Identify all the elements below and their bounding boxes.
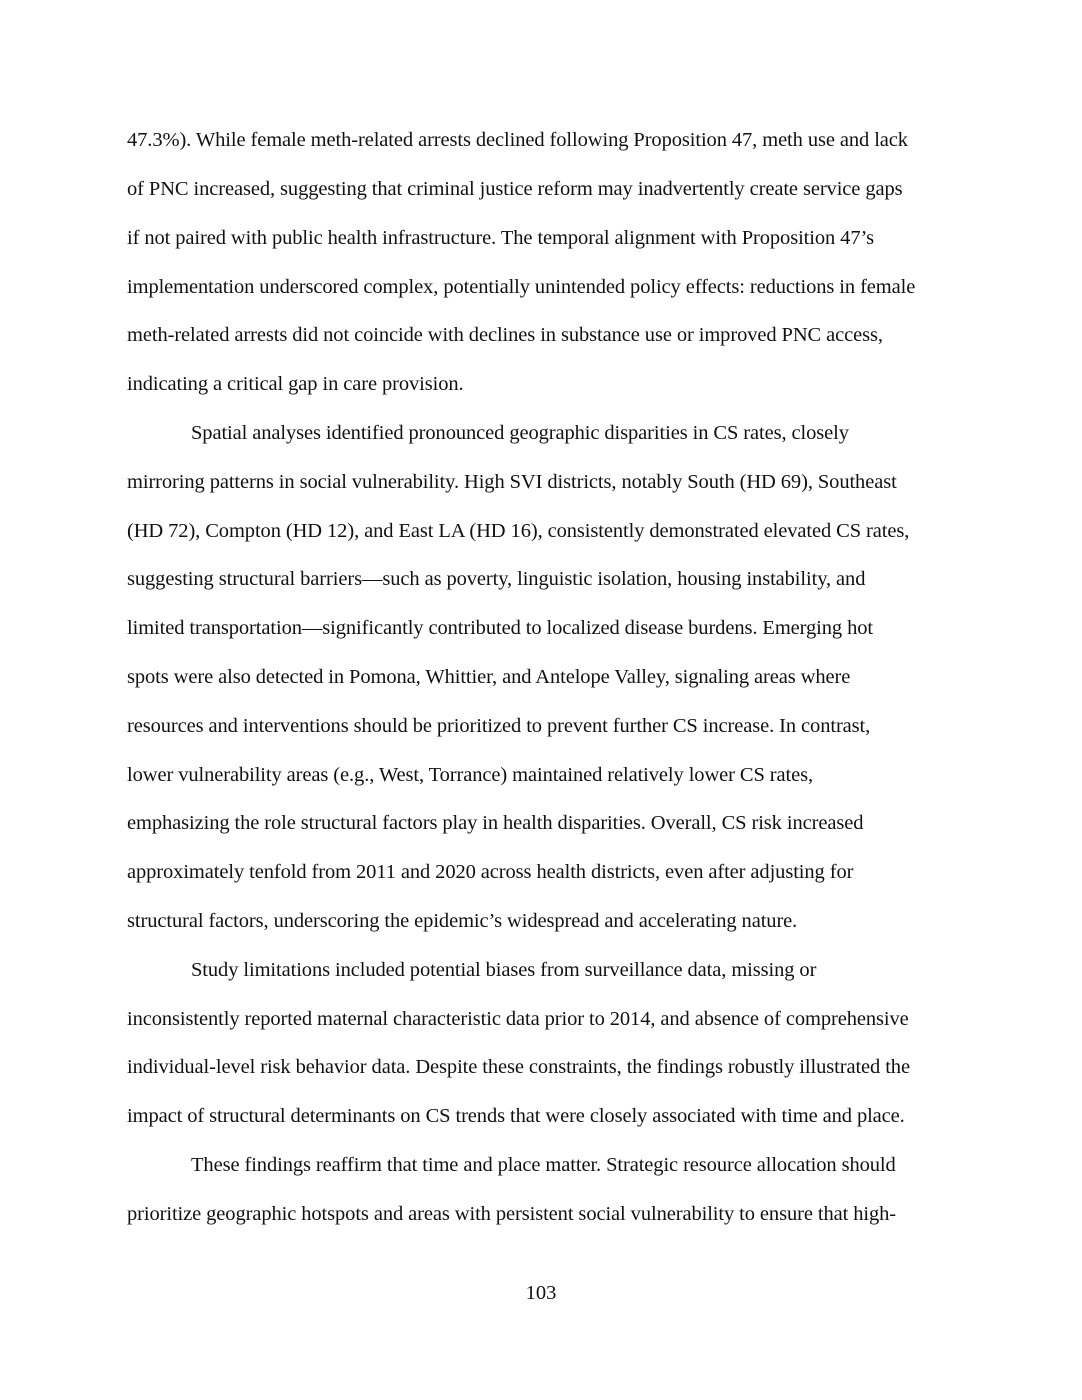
text-line: structural factors, underscoring the epidemic’s widespread and accelerating nature. [127,910,798,932]
text-line: meth-related arrests did not coincide with declines in substance use or improved PNC access, [127,324,883,346]
paragraph-first-line: Spatial analyses identified pronounced geographic disparities in CS rates, closely [191,422,849,444]
text-line: indicating a critical gap in care provision. [127,373,464,395]
text-line: individual-level risk behavior data. Despite these constraints, the findings robustly illustrated the [127,1056,910,1078]
text-line: inconsistently reported maternal characteristic data prior to 2014, and absence of comprehensive [127,1008,909,1030]
text-line: prioritize geographic hotspots and areas with persistent social vulnerability to ensure that high- [127,1203,896,1225]
text-line: emphasizing the role structural factors play in health disparities. Overall, CS risk increased [127,812,864,834]
text-line: mirroring patterns in social vulnerability. High SVI districts, notably South (HD 69), Southeast [127,471,897,493]
text-line: (HD 72), Compton (HD 12), and East LA (HD 16), consistently demonstrated elevated CS rates, [127,520,910,542]
text-line: lower vulnerability areas (e.g., West, Torrance) maintained relatively lower CS rates, [127,764,814,786]
text-line: suggesting structural barriers—such as poverty, linguistic isolation, housing instability, and [127,568,866,590]
text-line: resources and interventions should be prioritized to prevent further CS increase. In contrast, [127,715,871,737]
text-line: 47.3%). While female meth-related arrests declined following Proposition 47, meth use and lack [127,129,908,151]
text-line: impact of structural determinants on CS trends that were closely associated with time and place. [127,1105,905,1127]
text-line: if not paired with public health infrastructure. The temporal alignment with Proposition 47’s [127,227,874,249]
text-line: of PNC increased, suggesting that criminal justice reform may inadvertently create service gaps [127,178,903,200]
text-line: approximately tenfold from 2011 and 2020 across health districts, even after adjusting for [127,861,854,883]
text-line: implementation underscored complex, potentially unintended policy effects: reductions in female [127,276,916,298]
paragraph-first-line: These findings reaffirm that time and place matter. Strategic resource allocation should [191,1154,896,1176]
text-line: spots were also detected in Pomona, Whittier, and Antelope Valley, signaling areas where [127,666,851,688]
paragraph-first-line: Study limitations included potential biases from surveillance data, missing or [191,959,817,981]
page-number: 103 [525,1282,557,1304]
text-line: limited transportation—significantly contributed to localized disease burdens. Emerging hot [127,617,873,639]
